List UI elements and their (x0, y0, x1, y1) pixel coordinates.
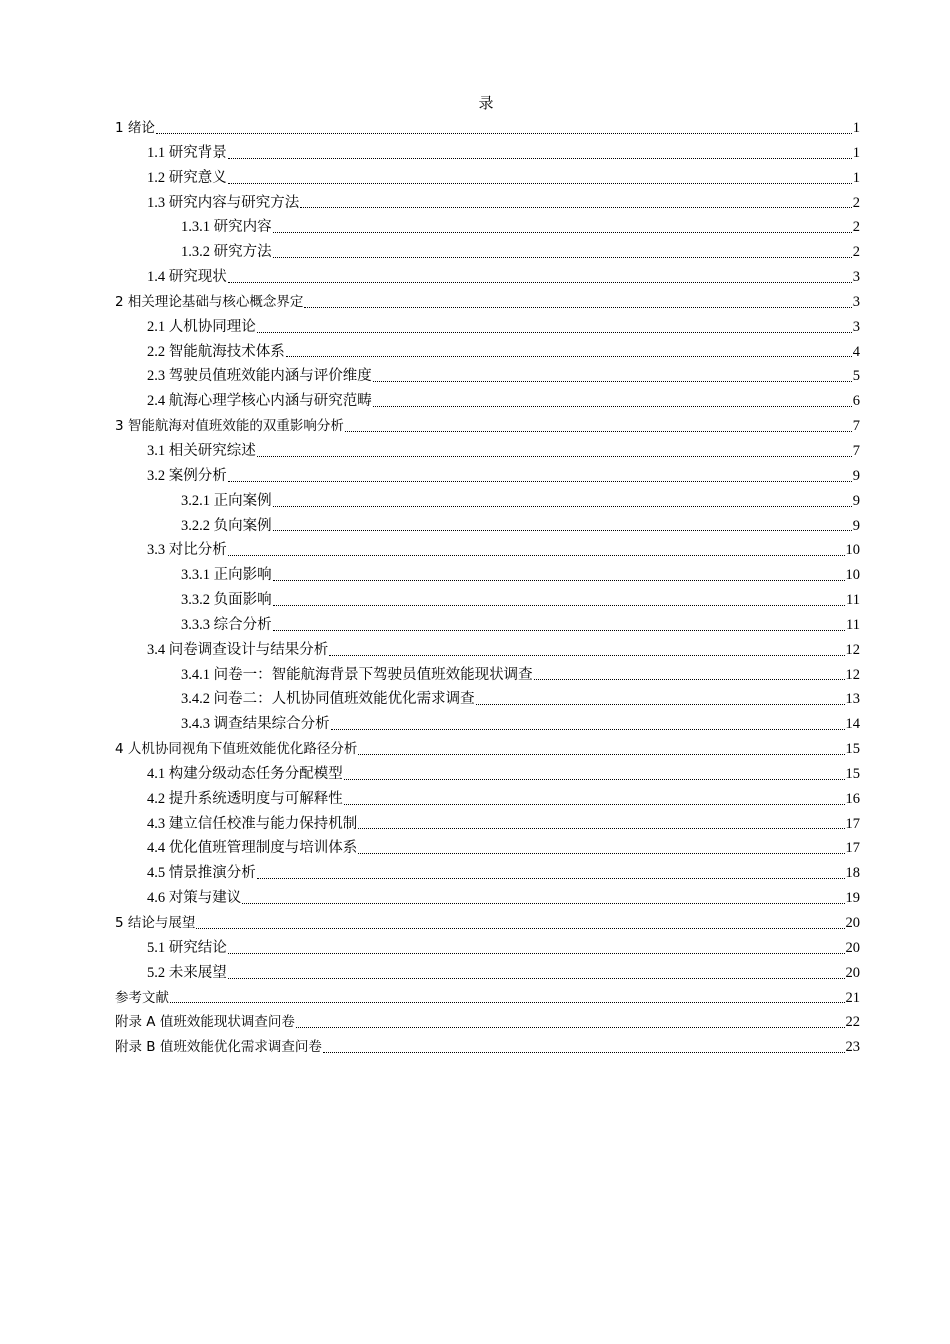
dot-leader (228, 157, 852, 159)
toc-entry[interactable] (115, 1010, 860, 1035)
toc-entry-page-number: 7 (852, 442, 860, 459)
toc-entry-page-number: 4 (852, 343, 860, 360)
dot-leader (273, 629, 845, 631)
dot-leader (373, 405, 852, 407)
dot-leader (273, 579, 845, 581)
toc-entry-page-number: 11 (846, 592, 860, 609)
toc-entry-label: 4.5 情景推演分析 (147, 865, 256, 882)
toc-entry-page-number: 9 (852, 517, 860, 534)
dot-leader (273, 604, 845, 606)
toc-entry-page-number: 15 (845, 741, 860, 758)
dot-leader (228, 952, 845, 954)
toc-entry-label: 3.3.2 负面影响 (181, 592, 272, 609)
toc-entry-label: 2 相关理论基础与核心概念界定 (115, 293, 304, 310)
toc-entry[interactable] (115, 712, 860, 737)
dot-leader (228, 977, 845, 979)
toc-entry-label: 1.4 研究现状 (147, 269, 227, 286)
toc-entry-page-number: 1 (852, 169, 860, 186)
toc-entry-label: 3.2.2 负向案例 (181, 517, 272, 534)
dot-leader (257, 331, 852, 333)
toc-entry-label: 2.3 驾驶员值班效能内涵与评价维度 (147, 368, 372, 385)
toc-entry-label: 4.3 建立信任校准与能力保持机制 (147, 815, 358, 832)
toc-entry[interactable] (115, 439, 860, 464)
toc-entry-label: 3.3.1 正向影响 (181, 567, 272, 584)
toc-entry[interactable] (115, 191, 860, 216)
dot-leader (257, 455, 852, 457)
dot-leader (286, 355, 852, 357)
toc-entry-page-number: 12 (845, 666, 860, 683)
toc-entry-page-number: 6 (852, 393, 860, 410)
dot-leader (170, 1001, 845, 1003)
toc-entry-page-number: 5 (852, 368, 860, 385)
toc-entry-page-number: 17 (845, 840, 860, 857)
dot-leader (373, 380, 852, 382)
toc-entry-page-number: 17 (845, 815, 860, 832)
toc-entry-label: 参考文献 (115, 989, 169, 1006)
toc-entry[interactable] (115, 737, 860, 762)
toc-entry-page-number: 3 (852, 318, 860, 335)
dot-leader (196, 927, 844, 929)
dot-leader (273, 529, 852, 531)
toc-entry-label: 3.2.1 正向案例 (181, 492, 272, 509)
toc-entry[interactable] (115, 116, 860, 141)
toc-entry-label: 4.4 优化值班管理制度与培训体系 (147, 840, 358, 857)
dot-leader (358, 827, 844, 829)
toc-entry-label: 3.2 案例分析 (147, 467, 227, 484)
toc-entry[interactable] (115, 986, 860, 1011)
toc-entry-page-number: 2 (852, 219, 860, 236)
toc-entry[interactable] (115, 687, 860, 712)
toc-entry-page-number: 12 (845, 641, 860, 658)
dot-leader (273, 256, 852, 258)
dot-leader (228, 554, 845, 556)
toc-entry-label: 1.3.1 研究内容 (181, 219, 272, 236)
dot-leader (331, 728, 845, 730)
toc-entry[interactable] (115, 315, 860, 340)
dot-leader (344, 803, 845, 805)
toc-entry-page-number: 15 (845, 765, 860, 782)
toc-entry-page-number: 20 (845, 915, 860, 931)
toc-entry-page-number: 21 (845, 989, 860, 1006)
toc-entry[interactable] (115, 215, 860, 240)
toc-title: 录 (478, 96, 494, 112)
toc-entry[interactable] (115, 514, 860, 539)
toc-entry[interactable] (115, 1035, 860, 1060)
toc-entry[interactable] (115, 340, 860, 365)
toc-entry-page-number: 7 (852, 418, 860, 435)
toc-entry-page-number: 3 (852, 269, 860, 286)
dot-leader (534, 678, 845, 680)
toc-entry[interactable] (115, 762, 860, 787)
toc-entry-label: 5.2 未来展望 (147, 964, 227, 981)
toc-entry-label: 1.3 研究内容与研究方法 (147, 194, 300, 211)
toc-entry-page-number: 16 (845, 790, 860, 807)
toc-entry-label: 3.4.3 调查结果综合分析 (181, 716, 330, 733)
toc-entry-page-number: 20 (845, 939, 860, 956)
toc-entry-page-number: 13 (845, 691, 860, 708)
table-of-contents (115, 116, 860, 1060)
toc-entry-label: 1 绪论 (115, 120, 155, 136)
dot-leader (323, 1051, 845, 1053)
toc-entry-page-number: 14 (845, 716, 860, 733)
dot-leader (358, 852, 844, 854)
toc-entry-label: 1.3.2 研究方法 (181, 244, 272, 261)
toc-entry[interactable] (115, 836, 860, 861)
toc-entry-label: 3.4.1 问卷一：智能航海背景下驾驶员值班效能现状调查 (181, 666, 533, 683)
toc-entry-label: 4.6 对策与建议 (147, 890, 242, 907)
toc-entry-label: 1.2 研究意义 (147, 169, 227, 186)
toc-entry[interactable] (115, 886, 860, 911)
toc-entry[interactable] (115, 911, 860, 936)
dot-leader (156, 132, 852, 134)
dot-leader (273, 231, 852, 233)
toc-entry[interactable] (115, 464, 860, 489)
dot-leader (300, 206, 852, 208)
toc-entry-page-number: 18 (845, 865, 860, 882)
toc-entry-label: 附录 B 值班效能优化需求调查问卷 (115, 1039, 322, 1056)
toc-entry-label: 3.1 相关研究综述 (147, 442, 256, 459)
toc-entry-label: 2.2 智能航海技术体系 (147, 343, 285, 360)
toc-entry[interactable] (115, 663, 860, 688)
toc-entry-label: 4.2 提升系统透明度与可解释性 (147, 790, 343, 807)
toc-entry[interactable] (115, 861, 860, 886)
toc-entry[interactable] (115, 141, 860, 166)
toc-entry-page-number: 22 (845, 1014, 860, 1031)
dot-leader (344, 778, 845, 780)
dot-leader (358, 753, 844, 755)
toc-entry-label: 3.4.2 问卷二：人机协同值班效能优化需求调查 (181, 691, 475, 708)
dot-leader (304, 306, 851, 308)
dot-leader (345, 430, 852, 432)
toc-entry[interactable] (115, 290, 860, 315)
toc-entry-page-number: 11 (846, 616, 860, 633)
dot-leader (228, 281, 852, 283)
dot-leader (228, 182, 852, 184)
toc-entry-page-number: 19 (845, 890, 860, 907)
toc-entry-page-number: 10 (845, 567, 860, 584)
toc-entry-page-number: 20 (845, 964, 860, 981)
toc-entry[interactable] (115, 812, 860, 837)
toc-entry-page-number: 10 (845, 542, 860, 559)
toc-entry[interactable] (115, 588, 860, 613)
toc-entry[interactable] (115, 389, 860, 414)
toc-entry[interactable] (115, 265, 860, 290)
dot-leader (273, 505, 852, 507)
dot-leader (242, 902, 844, 904)
toc-entry-page-number: 1 (852, 120, 860, 136)
toc-entry-page-number: 9 (852, 467, 860, 484)
dot-leader (296, 1026, 845, 1028)
toc-entry[interactable] (115, 961, 860, 986)
dot-leader (329, 654, 844, 656)
toc-entry-label: 4 人机协同视角下值班效能优化路径分析 (115, 741, 358, 758)
toc-entry[interactable] (115, 563, 860, 588)
toc-entry-label: 1.1 研究背景 (147, 144, 227, 161)
toc-entry[interactable] (115, 787, 860, 812)
toc-entry[interactable] (115, 538, 860, 563)
toc-entry[interactable] (115, 936, 860, 961)
toc-entry-label: 3.3 对比分析 (147, 542, 227, 559)
toc-entry-label: 附录 A 值班效能现状调查问卷 (115, 1014, 295, 1031)
toc-entry-label: 5 结论与展望 (115, 915, 196, 931)
toc-entry-label: 2.1 人机协同理论 (147, 318, 256, 335)
toc-entry-page-number: 1 (852, 144, 860, 161)
dot-leader (476, 703, 845, 705)
dot-leader (257, 877, 845, 879)
toc-entry[interactable] (115, 613, 860, 638)
toc-entry[interactable] (115, 638, 860, 663)
toc-entry-label: 2.4 航海心理学核心内涵与研究范畴 (147, 393, 372, 410)
toc-entry-page-number: 23 (845, 1039, 860, 1056)
toc-entry-page-number: 2 (852, 244, 860, 261)
toc-entry[interactable] (115, 489, 860, 514)
toc-entry-label: 3.3.3 综合分析 (181, 616, 272, 633)
toc-entry-label: 4.1 构建分级动态任务分配模型 (147, 765, 343, 782)
toc-entry[interactable] (115, 166, 860, 191)
toc-entry[interactable] (115, 414, 860, 439)
dot-leader (228, 480, 852, 482)
toc-entry-label: 3.4 问卷调查设计与结果分析 (147, 641, 329, 658)
toc-entry[interactable] (115, 364, 860, 389)
toc-entry-page-number: 9 (852, 492, 860, 509)
toc-entry-page-number: 2 (852, 194, 860, 211)
toc-entry-label: 5.1 研究结论 (147, 939, 227, 956)
toc-entry-page-number: 3 (852, 293, 860, 310)
toc-entry[interactable] (115, 240, 860, 265)
toc-entry-label: 3 智能航海对值班效能的双重影响分析 (115, 418, 344, 435)
